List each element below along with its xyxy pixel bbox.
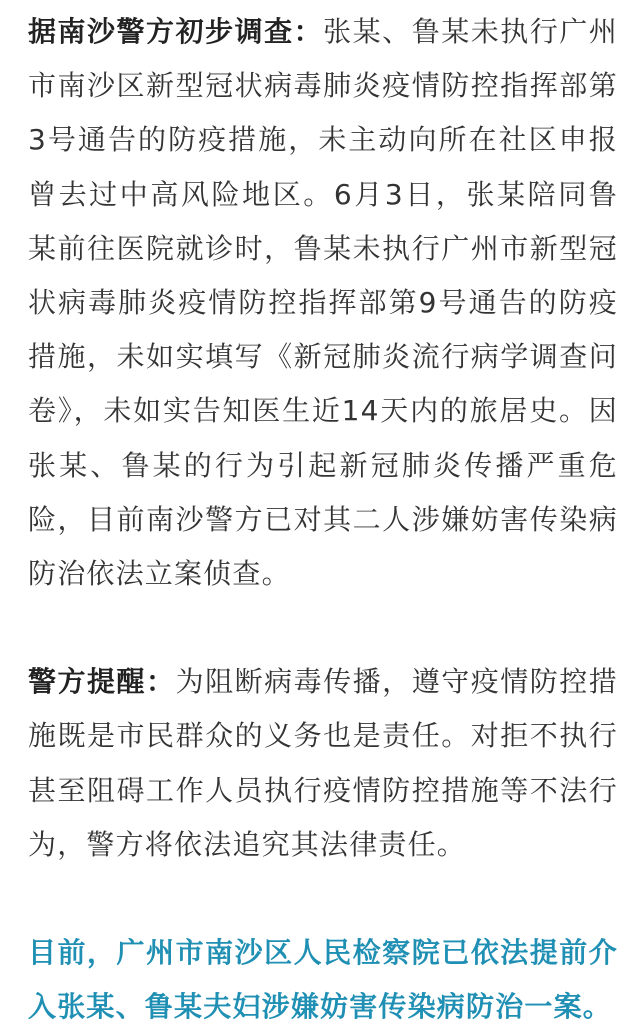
article-body	[28, 0, 618, 1034]
investigation-paragraph	[28, 5, 618, 601]
police-reminder-text: 为阻断病毒传播，遵守疫情防控措施既是市民群众的义务也是责任。对拒不执行甚至阻碍工作人员执行疫情防控措施等不法行为，警方将依法追究其法律责任。	[28, 665, 618, 861]
investigation-lead: 据南沙警方初步调查：	[28, 15, 324, 48]
police-reminder-lead: 警方提醒：	[28, 665, 176, 699]
police-reminder-paragraph	[28, 655, 618, 872]
investigation-text: 张某、鲁某未执行广州市南沙区新型冠状病毒肺炎疫情防控指挥部第3号通告的防疫措施，未主动向所在社区申报曾去过中高风险地区。6月3日，张某陪同鲁某前往医院就诊时，鲁某未执行广州市新型冠状病毒肺炎疫情防控指挥部第9号通告的防疫措施，未如实填写《新冠肺炎流行病学调查问卷》，未如实告知医生近14天内的旅居史。因张某、鲁某的行为引起新冠肺炎传播严重危险，目前南沙警方已对其二人涉嫌妨害传染病防治依法立案侦查。	[28, 15, 618, 591]
procuratorate-paragraph: 目前，广州市南沙区人民检察院已依法提前介入张某、鲁某夫妇涉嫌妨害传染病防治一案。	[28, 936, 618, 1024]
